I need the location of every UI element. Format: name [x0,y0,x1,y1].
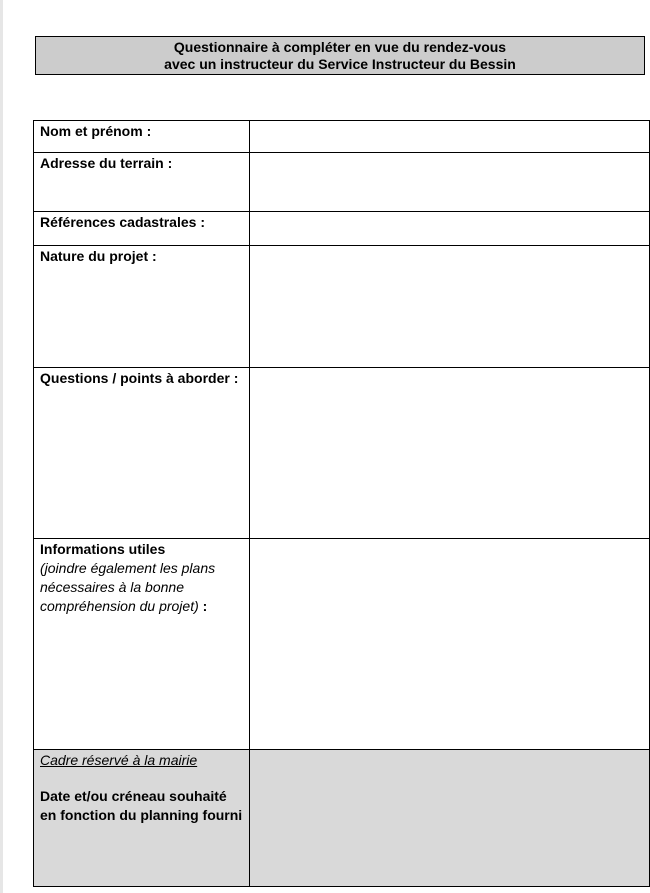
name-label: Nom et prénom : [34,121,250,153]
preferred-date-label: Date et/ou créneau souhaité en fonction du planning fourni [40,788,243,823]
page-left-edge [0,0,3,893]
useful-info-label: Informations utiles [40,541,166,557]
table-row-useful-info [34,539,650,750]
questions-field[interactable] [250,368,650,539]
table-row-address [34,153,650,212]
project-nature-label: Nature du projet : [34,246,250,368]
form-title-line-2: avec un instructeur du Service Instructeur du Bessin [164,56,516,72]
address-field[interactable] [250,153,650,212]
table-row-questions [34,368,650,539]
useful-info-colon: : [198,598,208,614]
cadastral-field[interactable] [250,212,650,246]
table-row-reserved [34,750,650,887]
table-row-project-nature [34,246,650,368]
useful-info-note [40,559,243,616]
address-label: Adresse du terrain : [34,153,250,212]
name-field[interactable] [250,121,650,153]
form-title-box [35,36,645,75]
table-row-cadastral [34,212,650,246]
questions-label: Questions / points à aborder : [34,368,250,539]
table-row-name [34,121,650,153]
useful-info-cell [34,539,250,750]
cadastral-label: Références cadastrales : [34,212,250,246]
project-nature-field[interactable] [250,246,650,368]
form-title-line-1: Questionnaire à compléter en vue du rendez-vous [173,39,507,55]
questionnaire-table [33,120,650,887]
reserved-cell [34,750,250,887]
preferred-date-field[interactable] [250,750,650,887]
useful-info-note-text: (joindre également les plans nécessaires à la bonne compréhension du projet) [40,560,216,614]
useful-info-field[interactable] [250,539,650,750]
reserved-for-town-hall-label: Cadre réservé à la mairie [40,752,198,768]
